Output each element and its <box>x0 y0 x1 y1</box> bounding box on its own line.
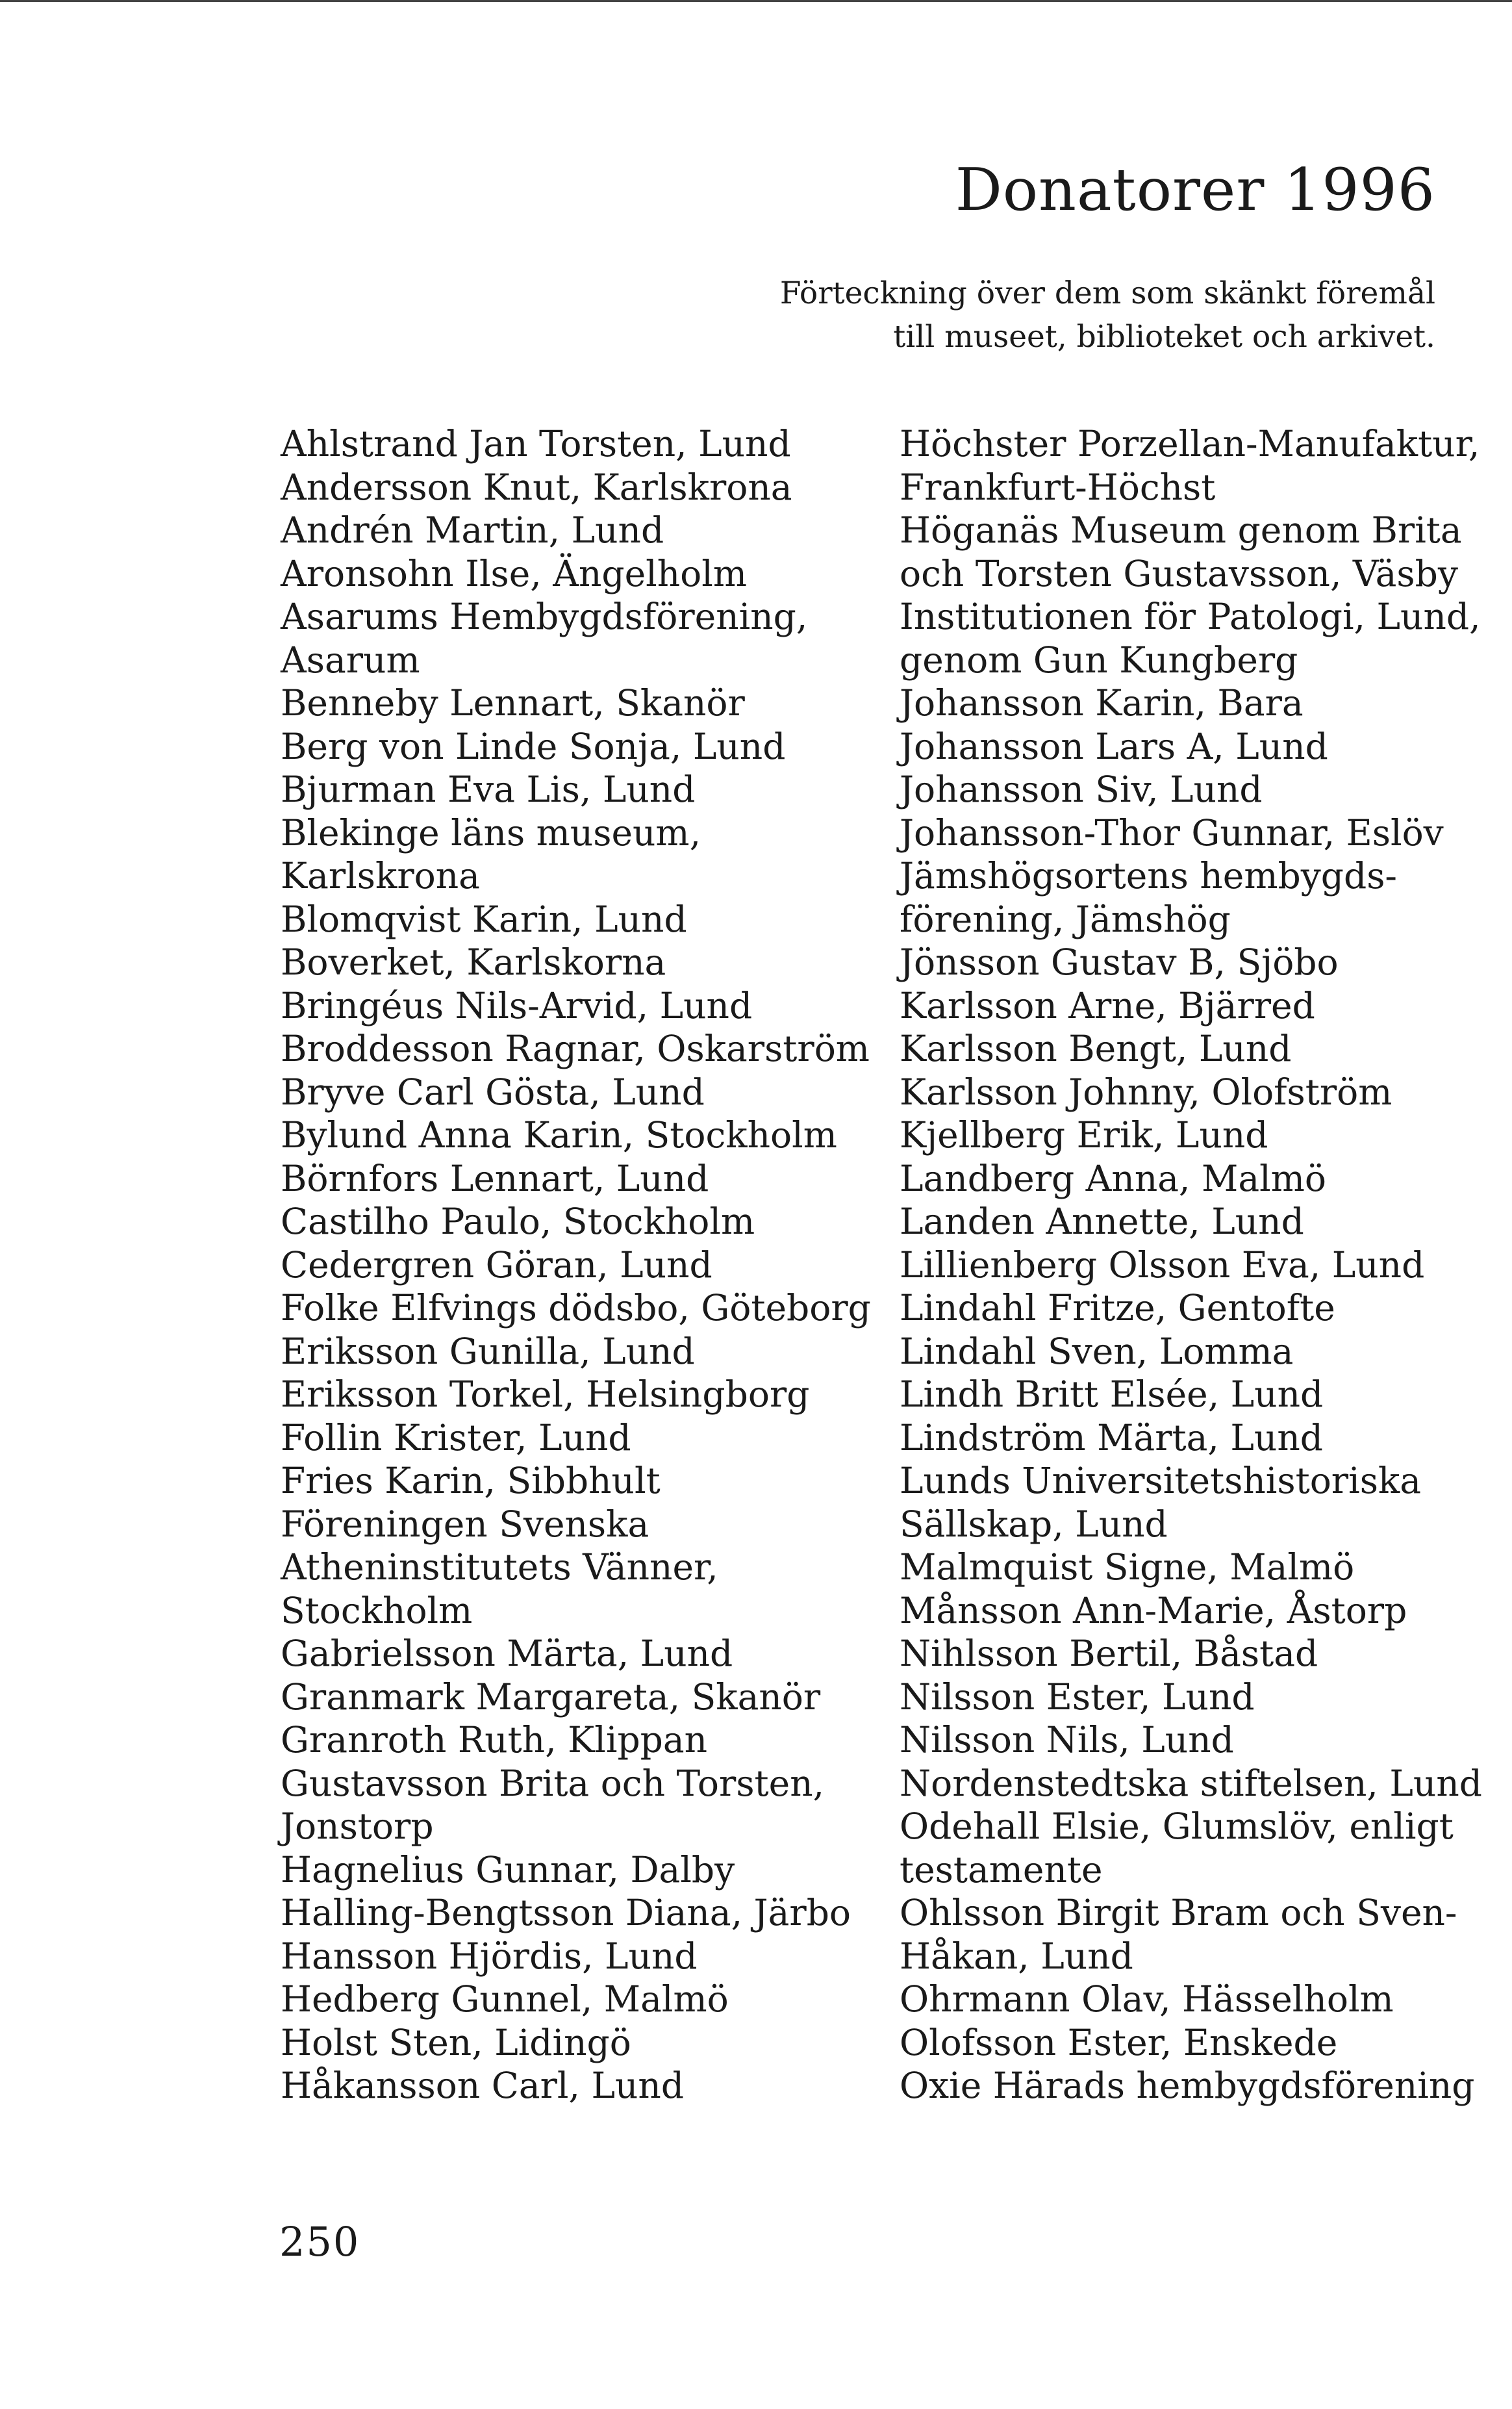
donor-entry-line: Frankfurt-Höchst <box>900 466 1216 508</box>
donor-entry-line: Asarum <box>281 639 420 681</box>
donor-entry-line: Börnfors Lennart, Lund <box>281 1157 709 1199</box>
donor-entry-line: Boverket, Karlskorna <box>281 941 666 983</box>
donor-entry-line: Nordenstedtska stiftelsen, Lund <box>900 1762 1482 1804</box>
donor-entry-line: förening, Jämshög <box>900 898 1231 940</box>
page-number: 250 <box>279 2218 360 2265</box>
donor-entry-line: Höganäs Museum genom Brita <box>900 509 1462 551</box>
donor-entry-line: Lillienberg Olsson Eva, Lund <box>900 1243 1425 1286</box>
donor-entry-line: Bjurman Eva Lis, Lund <box>281 769 696 810</box>
donor-entry-line: Johansson-Thor Gunnar, Eslöv <box>900 811 1444 854</box>
donor-entry-line: Johansson Lars A, Lund <box>900 725 1328 767</box>
donor-entry-line: Berg von Linde Sonja, Lund <box>281 725 786 767</box>
donor-entry-line: Lindahl Sven, Lomma <box>900 1330 1294 1372</box>
donor-entry-line: Karlsson Bengt, Lund <box>900 1028 1292 1069</box>
donor-entry-line: Hagnelius Gunnar, Dalby <box>281 1848 735 1891</box>
donor-entry-line: Broddesson Ragnar, Oskarström <box>281 1028 870 1069</box>
donor-entry-line: Nilsson Ester, Lund <box>900 1676 1255 1718</box>
donor-entry-line: Lunds Universitetshistoriska <box>900 1460 1422 1501</box>
donor-entry-line: Atheninstitutets Vänner, <box>281 1546 718 1588</box>
donor-entry-line: Jönsson Gustav B, Sjöbo <box>900 941 1339 983</box>
page-title: Donatorer 1996 <box>955 156 1435 224</box>
donor-entry-line: Halling-Bengtsson Diana, Järbo <box>281 1892 851 1933</box>
donor-entry-line: Jonstorp <box>281 1805 434 1847</box>
donor-entry-line: och Torsten Gustavsson, Väsby <box>900 552 1458 594</box>
donor-entry-line: Ahlstrand Jan Torsten, Lund <box>281 423 791 465</box>
donor-entry-line: Sällskap, Lund <box>900 1503 1168 1545</box>
donor-entry-line: Blekinge läns museum, <box>281 811 701 854</box>
donor-entry-line: Hansson Hjördis, Lund <box>281 1935 698 1977</box>
donor-entry-line: Holst Sten, Lidingö <box>281 2021 631 2063</box>
donor-entry-line: Johansson Siv, Lund <box>900 769 1263 810</box>
donor-entry-line: Benneby Lennart, Skanör <box>281 682 745 724</box>
donor-entry-line: Follin Krister, Lund <box>281 1416 631 1459</box>
donor-entry-line: Ohlsson Birgit Bram och Sven- <box>900 1892 1457 1933</box>
donor-entry-line: Höchster Porzellan-Manufaktur, <box>900 423 1480 465</box>
donor-entry-line: Johansson Karin, Bara <box>900 682 1304 724</box>
page-top-edge <box>0 0 1512 2</box>
donor-entry-line: Blomqvist Karin, Lund <box>281 898 687 940</box>
donor-entry-line: Asarums Hembygdsförening, <box>281 596 808 637</box>
subtitle-line: Förteckning över dem som skänkt föremål <box>779 275 1435 311</box>
donor-entry-line: Månsson Ann-Marie, Åstorp <box>900 1589 1407 1631</box>
donor-entry-line: Andrén Martin, Lund <box>281 509 664 551</box>
donor-entry-line: Landberg Anna, Malmö <box>900 1157 1326 1199</box>
subtitle-line: till museet, biblioteket och arkivet. <box>893 319 1435 355</box>
donor-entry-line: Hedberg Gunnel, Malmö <box>281 1978 729 2020</box>
donor-entry-line: Gabrielsson Märta, Lund <box>281 1633 733 1674</box>
donor-entry-line: Nihlsson Bertil, Båstad <box>900 1633 1318 1674</box>
donor-entry-line: Aronsohn Ilse, Ängelholm <box>281 552 748 594</box>
donor-entry-line: Cedergren Göran, Lund <box>281 1243 712 1286</box>
donor-entry-line: genom Gun Kungberg <box>900 639 1298 681</box>
donor-entry-line: Karlskrona <box>281 855 480 897</box>
donor-entry-line: Bylund Anna Karin, Stockholm <box>281 1114 837 1156</box>
donor-entry-line: Granmark Margareta, Skanör <box>281 1676 821 1718</box>
donor-entry-line: Bryve Carl Gösta, Lund <box>281 1071 705 1113</box>
donor-entry-line: Odehall Elsie, Glumslöv, enligt <box>900 1805 1454 1847</box>
donor-entry-line: Fries Karin, Sibbhult <box>281 1460 661 1501</box>
donor-entry-line: Oxie Härads hembygdsförening <box>900 2065 1475 2106</box>
donor-entry-line: Eriksson Gunilla, Lund <box>281 1330 695 1372</box>
donor-list-left-column <box>281 422 871 2108</box>
donor-entry-line: Lindström Märta, Lund <box>900 1416 1323 1459</box>
donor-entry-line: Kjellberg Erik, Lund <box>900 1114 1268 1156</box>
donor-list-right-column <box>900 422 1484 2108</box>
page-subtitle <box>753 272 1435 359</box>
donor-entry-line: Bringéus Nils-Arvid, Lund <box>281 984 753 1026</box>
donor-entry-line: Föreningen Svenska <box>281 1503 649 1545</box>
donor-entry-line: Malmquist Signe, Malmö <box>900 1546 1355 1588</box>
donor-entry-line: Karlsson Johnny, Olofström <box>900 1071 1392 1113</box>
donor-entry-line: Ohrmann Olav, Hässelholm <box>900 1978 1394 2020</box>
donor-entry-line: Lindahl Fritze, Gentofte <box>900 1287 1335 1329</box>
donor-entry-line: Landen Annette, Lund <box>900 1201 1304 1242</box>
donor-entry-line: Nilsson Nils, Lund <box>900 1719 1234 1761</box>
donor-entry-line: Olofsson Ester, Enskede <box>900 2021 1338 2063</box>
donor-entry-line: testamente <box>900 1848 1103 1891</box>
donor-entry-line: Andersson Knut, Karlskrona <box>281 466 792 508</box>
donor-entry-line: Gustavsson Brita och Torsten, <box>281 1762 825 1804</box>
donor-entry-line: Håkansson Carl, Lund <box>281 2065 685 2106</box>
donor-entry-line: Folke Elfvings dödsbo, Göteborg <box>281 1287 871 1329</box>
donor-entry-line: Institutionen för Patologi, Lund, <box>900 596 1481 637</box>
donor-entry-line: Stockholm <box>281 1589 473 1631</box>
donor-entry-line: Lindh Britt Elsée, Lund <box>900 1373 1324 1415</box>
donor-entry-line: Castilho Paulo, Stockholm <box>281 1201 755 1242</box>
donor-entry-line: Granroth Ruth, Klippan <box>281 1719 708 1761</box>
donor-entry-line: Håkan, Lund <box>900 1935 1133 1977</box>
donor-entry-line: Karlsson Arne, Bjärred <box>900 984 1315 1026</box>
donor-entry-line: Eriksson Torkel, Helsingborg <box>281 1373 810 1415</box>
donor-entry-line: Jämshögsortens hembygds- <box>900 855 1397 897</box>
